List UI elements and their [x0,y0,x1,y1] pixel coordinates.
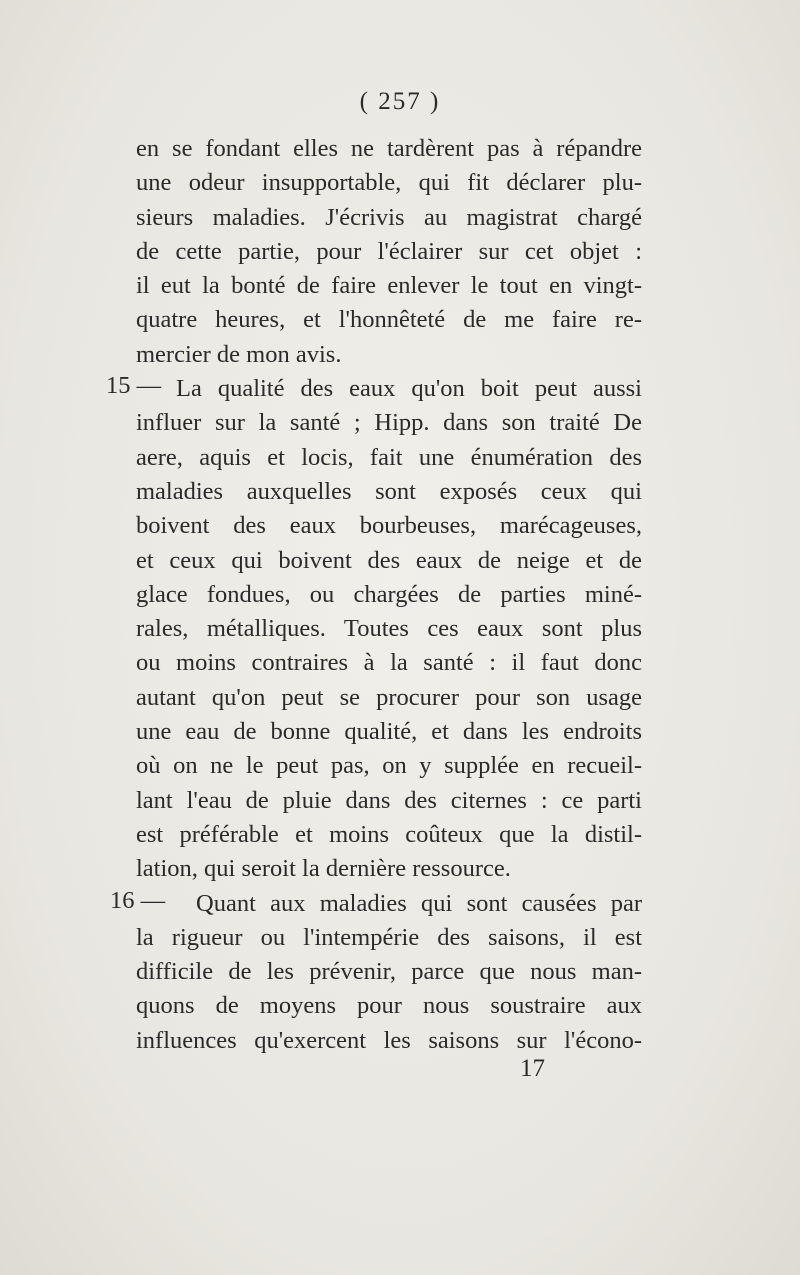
signature-mark: 17 [520,1055,545,1082]
text-line: rales, métalliques. Toutes ces eaux sont plus [136,615,642,643]
text-line: influer sur la santé ; Hipp. dans son traité De [136,409,642,437]
text-line: lant l'eau de pluie dans des citernes : ce parti [136,786,642,814]
text-line: influences qu'exercent les saisons sur l'écono- [136,1026,642,1054]
text-line: une odeur insupportable, qui fit déclarer plu- [136,169,642,197]
text-line: est préférable et moins coûteux que la distil- [136,820,642,848]
text-line: difficile de les prévenir, parce que nous man- [136,958,642,986]
text-line: la rigueur ou l'intempérie des saisons, il est [136,923,642,951]
text-line: de cette partie, pour l'éclairer sur cet objet : [136,237,642,265]
text-line: en se fondant elles ne tardèrent pas à répandre [136,135,642,162]
text-line: mercier de mon avis. [136,340,342,368]
text-line: autant qu'on peut se procurer pour son usage [136,683,642,711]
text-line: ou moins contraires à la santé : il faut donc [136,649,642,677]
text-line: où on ne le peut pas, on y supplée en recueil- [136,752,642,780]
text-line: et ceux qui boivent des eaux de neige et de [136,546,642,574]
text-line: Quant aux maladies qui sont causées par [196,889,642,917]
paragraph-number: 15 — [106,372,162,399]
text-line: quons de moyens pour nous soustraire aux [136,992,642,1020]
page-number: ( 257 ) [359,88,441,115]
page-body [136,132,642,1058]
text-line: lation, qui seroit la dernière ressource. [136,855,511,883]
text-line: quatre heures, et l'honnêteté de me faire re- [136,306,642,334]
text-line: maladies auxquelles sont exposés ceux qui [136,477,642,505]
text-line: sieurs maladies. J'écrivis au magistrat chargé [136,203,642,231]
text-line: il eut la bonté de faire enlever le tout en vingt- [136,272,642,300]
text-line: La qualité des eaux qu'on boit peut aussi [176,375,642,403]
text-line: aere, aquis et locis, fait une énumération des [136,443,642,471]
text-line: une eau de bonne qualité, et dans les endroits [136,718,642,746]
paragraph-number: 16 — [110,887,166,914]
text-line: boivent des eaux bourbeuses, marécageuses, [136,512,642,540]
text-line: glace fondues, ou chargées de parties miné- [136,580,642,608]
